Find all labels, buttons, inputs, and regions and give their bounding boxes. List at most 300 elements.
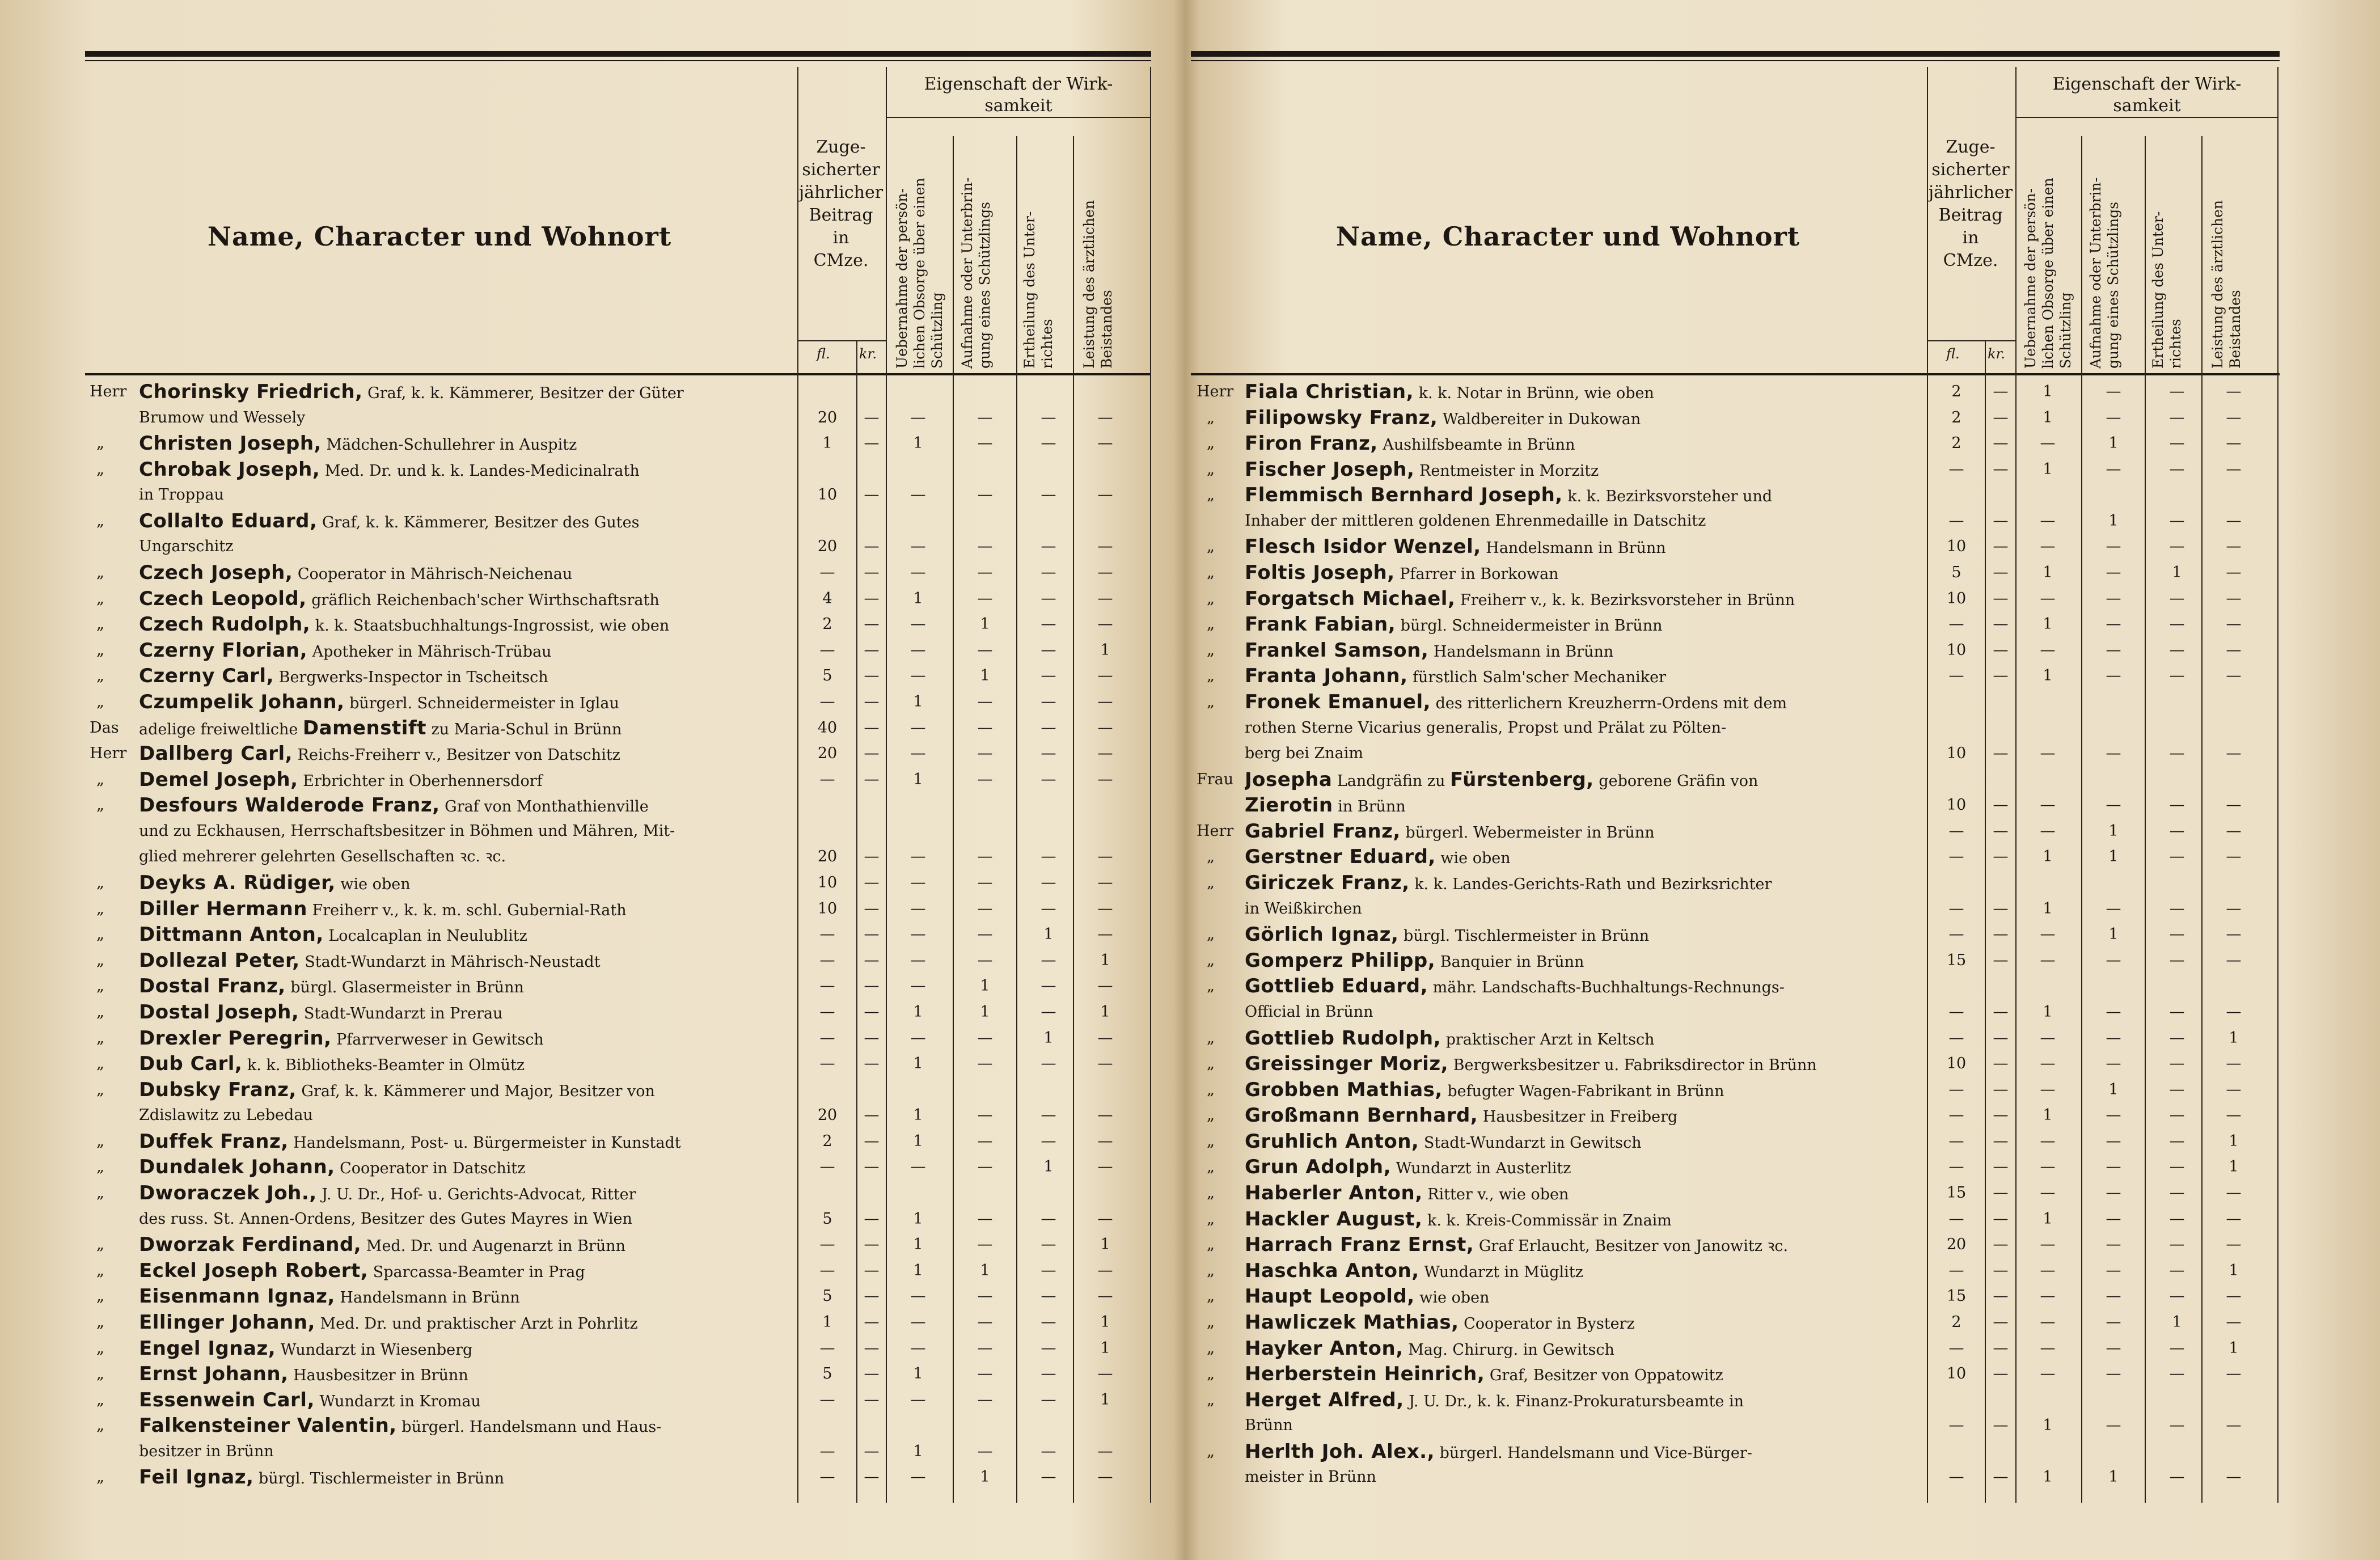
kr-label: kr. xyxy=(859,346,877,362)
eigenschaft-cell: — xyxy=(2226,796,2242,814)
top-rule xyxy=(1191,51,2280,57)
table-row xyxy=(1191,1207,2280,1231)
entry-text xyxy=(1245,974,1922,1000)
eigenschaft-cell: — xyxy=(1097,1287,1113,1305)
eigenschaft-cell: — xyxy=(2226,848,2242,866)
eigenschaft-cell: — xyxy=(2226,899,2242,918)
eigenschaft-cell: 1 xyxy=(2172,1313,2182,1331)
table-row xyxy=(85,380,1151,404)
entry-description: k. k. Landes-Gerichts-Rath und Bezirksrichter xyxy=(1409,876,1772,894)
eigenschaft-cell: — xyxy=(910,718,926,737)
row-prefix: „ xyxy=(96,1261,104,1279)
fl-cell: — xyxy=(819,1261,835,1279)
entry-name: Giriczek Franz, xyxy=(1245,872,1410,895)
eigenschaft-cell: — xyxy=(2169,1261,2185,1279)
eigenschaft-cell: — xyxy=(1097,486,1113,504)
eigenschaft-cell: 1 xyxy=(2172,564,2182,582)
eigenschaft-cell: — xyxy=(2106,796,2121,814)
entry-name: Chorinsky Friedrich, xyxy=(139,381,363,403)
entry-description: Handelsmann, Post- u. Bürgermeister in Kunstadt xyxy=(288,1134,681,1152)
kr-cell: — xyxy=(1993,1417,2009,1435)
entry-description: Stadt-Wundarzt in Prerau xyxy=(299,1004,503,1022)
eigenschaft-cell: — xyxy=(2169,667,2185,685)
fl-cell: — xyxy=(819,1055,835,1073)
eigenschaft-cell: — xyxy=(910,1313,926,1331)
fl-cell: — xyxy=(819,1003,835,1021)
column-header-eigenschaft xyxy=(886,74,1151,118)
eigenschaft-cell: — xyxy=(2040,822,2056,840)
eigenschaft-cell: — xyxy=(2040,925,2056,944)
eigenschaft-cell: — xyxy=(2106,1029,2121,1047)
eigenschaft-cell: — xyxy=(2226,641,2242,659)
fl-cell: — xyxy=(1948,667,1964,685)
entry-name: Grobben Mathias, xyxy=(1245,1078,1443,1101)
entry-description: Wundarzt in Wiesenberg xyxy=(276,1341,473,1359)
entry-name: Dittmann Anton, xyxy=(139,923,324,946)
entry-name: Deyks A. Rüdiger, xyxy=(139,872,336,895)
entry-text xyxy=(139,639,791,664)
kr-cell: — xyxy=(864,1365,880,1383)
table-row xyxy=(85,1465,1151,1489)
entry-text xyxy=(139,1337,791,1362)
row-prefix: „ xyxy=(1207,1442,1215,1460)
kr-cell: — xyxy=(1993,1132,2009,1150)
row-prefix: „ xyxy=(1207,1287,1215,1305)
eigenschaft-cell: — xyxy=(2040,1055,2056,1073)
eigenschaft-cell: — xyxy=(1041,874,1056,892)
eigenschaft-cell: — xyxy=(910,538,926,556)
entry-name: Chrobak Joseph, xyxy=(139,458,320,481)
eigenschaft-cell: 1 xyxy=(1100,1003,1110,1021)
table-row xyxy=(1191,1284,2280,1308)
eigenschaft-cell: — xyxy=(2169,511,2185,530)
eigenschaft-cell: — xyxy=(1097,1468,1113,1486)
entry-text xyxy=(1245,742,1922,766)
eigenschaft-cell: — xyxy=(1041,1468,1056,1486)
entry-name: Dostal Joseph, xyxy=(139,1000,299,1024)
eigenschaft-cell: — xyxy=(2040,1080,2056,1098)
eigenschaft-cell: 1 xyxy=(980,1468,990,1486)
eigenschaft-cell: 1 xyxy=(2043,564,2053,582)
fl-cell: 10 xyxy=(1946,538,1967,556)
table-row xyxy=(85,768,1151,792)
eigenschaft-cell: 1 xyxy=(2108,434,2119,453)
fl-kr-rule xyxy=(797,340,886,341)
eigenschaft-cell: — xyxy=(2106,1184,2121,1202)
eigenschaft-cell: 1 xyxy=(2043,460,2053,478)
entry-text xyxy=(1245,639,1922,664)
row-prefix: Herr xyxy=(1197,822,1234,840)
eigenschaft-cell: — xyxy=(977,1210,993,1228)
eigenschaft-cell: — xyxy=(1097,925,1113,944)
table-row xyxy=(1191,1337,2280,1360)
entry-name: Gerstner Eduard, xyxy=(1245,845,1436,869)
eigenschaft-cell: — xyxy=(2106,615,2121,633)
table-row xyxy=(85,923,1151,946)
fl-cell: — xyxy=(819,977,835,995)
eigenschaft-cell: — xyxy=(1097,1210,1113,1228)
entry-text xyxy=(1245,949,1922,974)
eigenschaft-cell: 1 xyxy=(2043,1417,2053,1435)
eigenschaft-cell: 1 xyxy=(1043,925,1054,944)
column-header-aufnahme: Aufnahme oder Unterbrin- gung eines Schützlings xyxy=(959,177,993,369)
kr-cell: — xyxy=(864,1236,880,1254)
entry-name: Hawliczek Mathias, xyxy=(1245,1310,1459,1334)
kr-cell: — xyxy=(864,770,880,788)
kr-cell: — xyxy=(1993,1106,2009,1124)
row-prefix: „ xyxy=(96,770,104,788)
eigenschaft-cell: — xyxy=(2169,1003,2185,1021)
row-prefix: „ xyxy=(96,589,104,607)
entry-text xyxy=(139,1104,791,1127)
entry-description: Aushilfsbeamte in Brünn xyxy=(1377,436,1575,454)
entry-text xyxy=(1245,1388,1922,1414)
eigenschaft-cell: — xyxy=(977,1365,993,1383)
eigenschaft-cell: — xyxy=(2106,1236,2121,1254)
table-row xyxy=(85,561,1151,585)
eigenschaft-cell: — xyxy=(1097,434,1113,453)
entry-name: Frank Fabian, xyxy=(1245,613,1396,636)
entry-text xyxy=(139,561,791,586)
entry-name: Firon Franz, xyxy=(1245,432,1378,455)
table-row xyxy=(85,1414,1151,1438)
beitrag-line: CMze. xyxy=(813,251,869,270)
entry-description: Graf, Besitzer von Oppatowitz xyxy=(1485,1367,1723,1385)
eigenschaft-cell: — xyxy=(2169,1417,2185,1435)
entry-description: besitzer in Brünn xyxy=(139,1442,274,1460)
table-row xyxy=(85,1388,1151,1412)
beitrag-line: jährlicher xyxy=(798,183,883,202)
kr-cell: — xyxy=(864,1003,880,1021)
kr-cell: — xyxy=(864,408,880,426)
column-header-eigenschaft xyxy=(2015,74,2278,118)
kr-cell: — xyxy=(1993,1313,2009,1331)
eigenschaft-cell: 1 xyxy=(913,1365,923,1383)
entry-description: Wundarzt in Müglitz xyxy=(1419,1263,1583,1281)
table-row xyxy=(85,1000,1151,1024)
entry-description: Cooperator in Bysterz xyxy=(1459,1314,1635,1333)
eigenschaft-cell: 1 xyxy=(913,1003,923,1021)
row-prefix: „ xyxy=(1207,460,1215,478)
eigenschaft-cell: 1 xyxy=(913,1261,923,1279)
entry-text xyxy=(139,432,791,457)
entry-text xyxy=(139,1440,791,1464)
eigenschaft-cell: — xyxy=(2226,1287,2242,1305)
entry-text xyxy=(1245,1130,1922,1155)
eigenschaft-cell: — xyxy=(1097,667,1113,685)
table-row xyxy=(85,1259,1151,1283)
entry-text xyxy=(1245,1052,1922,1077)
entry-description: Mag. Chirurg. in Gewitsch xyxy=(1403,1341,1614,1359)
eigenschaft-cell: — xyxy=(2106,538,2121,556)
eigenschaft-cell: — xyxy=(2106,564,2121,582)
eigenschaft-cell: — xyxy=(1041,1313,1056,1331)
eigenschaft-cell: 1 xyxy=(1100,641,1110,659)
eigenschaft-cell: — xyxy=(2169,1158,2185,1176)
entry-description: Handelsmann in Brünn xyxy=(1428,642,1614,661)
entry-text xyxy=(139,768,791,793)
fl-cell: 20 xyxy=(817,408,838,426)
table-row xyxy=(1191,1078,2280,1102)
entry-name: Großmann Bernhard, xyxy=(1245,1104,1478,1127)
row-prefix: „ xyxy=(1207,408,1215,426)
eigenschaft-cell: 1 xyxy=(913,770,923,788)
entry-name: Fischer Joseph, xyxy=(1245,458,1415,481)
eigenschaft-cell: — xyxy=(2169,538,2185,556)
table-row xyxy=(85,612,1151,636)
entry-description: k. k. Bezirksvorsteher und xyxy=(1562,488,1773,506)
eigenschaft-cell: — xyxy=(2169,951,2185,969)
entry-description: berg bei Znaim xyxy=(1245,745,1363,763)
eigenschaft-cell: — xyxy=(2040,1287,2056,1305)
eigenschaft-cell: — xyxy=(977,770,993,788)
entry-text xyxy=(139,819,791,843)
entry-description: Erbrichter in Oberhennersdorf xyxy=(298,772,543,790)
eigenschaft-cell: — xyxy=(2226,1468,2242,1486)
entry-description: Wundarzt in Kromau xyxy=(314,1392,481,1410)
eigenschaft-cell: — xyxy=(910,1029,926,1047)
entry-text xyxy=(139,1284,791,1310)
row-prefix: „ xyxy=(1207,1184,1215,1202)
table-row xyxy=(85,509,1151,533)
entry-text xyxy=(1245,871,1922,897)
entry-description: Official in Brünn xyxy=(1245,1003,1373,1021)
eigenschaft-cell: 1 xyxy=(2043,408,2053,426)
eigenschaft-cell: — xyxy=(2106,745,2121,763)
eigenschaft-cell: — xyxy=(1097,589,1113,607)
eigenschaft-cell: — xyxy=(2040,1365,2056,1383)
kr-cell: — xyxy=(864,1029,880,1047)
kr-cell: — xyxy=(1993,1261,2009,1279)
eigenschaft-cell: — xyxy=(2226,1003,2242,1021)
row-prefix: „ xyxy=(1207,434,1215,453)
table-row xyxy=(1191,819,2280,843)
entry-text xyxy=(139,1052,791,1077)
eigenschaft-cell: — xyxy=(1041,1055,1056,1073)
row-prefix: „ xyxy=(96,1287,104,1305)
table-row xyxy=(1191,690,2280,714)
eigenschaft-cell: — xyxy=(910,1339,926,1357)
table-row xyxy=(85,1207,1151,1231)
eigenschaft-cell: — xyxy=(977,745,993,763)
entry-name: Dubsky Franz, xyxy=(139,1078,297,1101)
entry-name: Harrach Franz Ernst, xyxy=(1245,1233,1474,1257)
table-row xyxy=(1191,587,2280,611)
eigenschaft-cell: — xyxy=(2169,1106,2185,1124)
entry-description: rothen Sterne Vicarius generalis, Propst und Prälat zu Pölten- xyxy=(1245,718,1727,737)
fl-cell: — xyxy=(819,1236,835,1254)
eigenschaft-cell: — xyxy=(2106,1313,2121,1331)
row-prefix: „ xyxy=(96,951,104,969)
eigenschaft-cell: — xyxy=(977,1236,993,1254)
eigenschaft-cell: 1 xyxy=(913,434,923,453)
table-row xyxy=(85,1284,1151,1308)
table-row xyxy=(1191,845,2280,869)
eigenschaft-cell: — xyxy=(910,1287,926,1305)
eigenschaft-cell: — xyxy=(1041,951,1056,969)
table-row xyxy=(1191,561,2280,585)
beitrag-line: Zuge- xyxy=(1946,137,1996,157)
entry-name: Forgatsch Michael, xyxy=(1245,587,1456,610)
eigenschaft-cell: — xyxy=(1041,486,1056,504)
eigenschaft-cell: — xyxy=(1097,1365,1113,1383)
kr-cell: — xyxy=(1993,589,2009,607)
table-row xyxy=(85,742,1151,766)
eigenschaft-cell: — xyxy=(2226,538,2242,556)
eigenschaft-cell: — xyxy=(1097,1106,1113,1124)
fl-cell: — xyxy=(819,925,835,944)
eigenschaft-cell: — xyxy=(1097,1055,1113,1073)
eigenschaft-cell: — xyxy=(2106,1417,2121,1435)
entry-text xyxy=(139,1362,791,1388)
entry-name: Zierotin xyxy=(1245,794,1333,817)
entry-text xyxy=(1245,1078,1922,1104)
eigenschaft-cell: — xyxy=(2226,1184,2242,1202)
entry-text xyxy=(1245,1337,1922,1362)
eigenschaft-cell: — xyxy=(2226,511,2242,530)
eigenschaft-cell: — xyxy=(977,564,993,582)
fl-label: fl. xyxy=(1946,346,1960,362)
table-row xyxy=(85,1337,1151,1360)
entry-text xyxy=(1245,1310,1922,1336)
eigenschaft-cell: — xyxy=(2226,1080,2242,1098)
eigenschaft-cell: — xyxy=(1097,1261,1113,1279)
row-prefix: „ xyxy=(1207,692,1215,711)
kr-cell: — xyxy=(864,925,880,944)
entry-text xyxy=(1245,406,1922,432)
entry-text xyxy=(139,793,791,819)
eigenschaft-cell: — xyxy=(1041,667,1056,685)
entry-text xyxy=(139,1310,791,1336)
row-prefix: „ xyxy=(1207,1055,1215,1073)
table-row xyxy=(1191,974,2280,998)
eigenschaft-cell: — xyxy=(1041,745,1056,763)
entry-name: Czerny Carl, xyxy=(139,665,274,688)
eigenschaft-cell: 1 xyxy=(2108,1080,2119,1098)
eigenschaft-cell: 1 xyxy=(2043,1468,2053,1486)
row-prefix: „ xyxy=(96,511,104,530)
entry-description: adelige freiweltliche Damenstift zu Maria-Schul in Brünn xyxy=(139,716,622,739)
entry-description: J. U. Dr., Hof- u. Gerichts-Advocat, Ritter xyxy=(316,1186,636,1204)
eigenschaft-cell: 1 xyxy=(980,615,990,633)
kr-cell: — xyxy=(864,1261,880,1279)
entry-text xyxy=(1245,1026,1922,1052)
eigenschaft-cell: — xyxy=(1041,1106,1056,1124)
entry-name: Gruhlich Anton, xyxy=(1245,1130,1419,1153)
entry-name: Dallberg Carl, xyxy=(139,742,293,766)
entry-description: Graf, k. k. Kämmerer, Besitzer der Güter xyxy=(362,384,684,402)
fl-cell: — xyxy=(1948,925,1964,944)
fl-cell: — xyxy=(819,770,835,788)
eigenschaft-cell: — xyxy=(910,874,926,892)
kr-cell: — xyxy=(864,899,880,918)
fl-cell: — xyxy=(1948,1417,1964,1435)
kr-cell: — xyxy=(864,718,880,737)
entry-name: Herberstein Heinrich, xyxy=(1245,1363,1485,1386)
entry-text xyxy=(1245,716,1922,740)
fl-cell: 5 xyxy=(822,1365,832,1383)
kr-cell: — xyxy=(864,977,880,995)
eigenschaft-cell: 1 xyxy=(1100,1339,1110,1357)
row-prefix: „ xyxy=(1207,641,1215,659)
row-prefix: „ xyxy=(96,1236,104,1254)
entry-name: Ernst Johann, xyxy=(139,1363,289,1386)
table-row xyxy=(1191,406,2280,430)
kr-cell: — xyxy=(1993,925,2009,944)
row-prefix: Frau xyxy=(1197,770,1234,788)
eigenschaft-cell: — xyxy=(2169,1236,2185,1254)
kr-cell: — xyxy=(864,1468,880,1486)
fl-cell: — xyxy=(819,1390,835,1409)
eigenschaft-cell: — xyxy=(2106,899,2121,918)
entry-description: Sparcassa-Beamter in Prag xyxy=(368,1263,585,1281)
beitrag-line: Zuge- xyxy=(816,137,866,157)
entry-description: Apotheker in Mährisch-Trübau xyxy=(307,642,552,661)
column-header-unterricht: Ertheilung des Unter- richtes xyxy=(2150,211,2184,369)
kr-cell: — xyxy=(1993,1287,2009,1305)
eigenschaft-cell: — xyxy=(2169,615,2185,633)
entry-text xyxy=(139,380,791,405)
row-prefix: „ xyxy=(96,977,104,995)
entry-name: Dub Carl, xyxy=(139,1052,243,1076)
eigenschaft-cell: — xyxy=(1097,1029,1113,1047)
eigenschaft-cell: — xyxy=(2226,1417,2242,1435)
eigenschaft-cell: — xyxy=(2106,1055,2121,1073)
eigenschaft-cell: — xyxy=(1097,1442,1113,1460)
row-prefix: „ xyxy=(96,796,104,814)
entry-name: Fronek Emanuel, xyxy=(1245,690,1431,713)
kr-cell: — xyxy=(864,951,880,969)
entry-text xyxy=(139,897,791,923)
table-row xyxy=(1191,742,2280,766)
entry-description: bürgl. Tischlermeister in Brünn xyxy=(253,1470,505,1488)
entry-name: Gottlieb Eduard, xyxy=(1245,975,1428,998)
entry-text xyxy=(1245,483,1922,509)
eigenschaft-cell: — xyxy=(1041,977,1056,995)
fl-cell: — xyxy=(819,951,835,969)
fl-cell: 2 xyxy=(1951,1313,1962,1331)
entry-name: Josepha xyxy=(1245,768,1333,791)
entry-name: Czech Leopold, xyxy=(139,587,307,610)
eigenschaft-cell: 1 xyxy=(2229,1029,2239,1047)
table-row xyxy=(85,483,1151,507)
entry-name: Dundalek Johann, xyxy=(139,1156,335,1179)
entry-text xyxy=(1245,1465,1922,1489)
entry-description: Stadt-Wundarzt in Gewitsch xyxy=(1419,1134,1642,1152)
kr-cell: — xyxy=(864,1442,880,1460)
eigenschaft-cell: — xyxy=(977,951,993,969)
table-row xyxy=(1191,664,2280,688)
row-prefix: „ xyxy=(1207,486,1215,504)
eigenschaft-cell: — xyxy=(1097,615,1113,633)
entry-text xyxy=(1245,1284,1922,1310)
entry-description: Graf von Monthathienville xyxy=(439,798,649,816)
row-prefix: „ xyxy=(96,692,104,711)
fl-cell: — xyxy=(1948,615,1964,633)
eigenschaft-cell: — xyxy=(2226,822,2242,840)
eigenschaft-cell: 1 xyxy=(2043,1106,2053,1124)
kr-cell: — xyxy=(1993,1468,2009,1486)
eigenschaft-cell: — xyxy=(2106,1339,2121,1357)
eigenschaft-cell: — xyxy=(977,589,993,607)
entry-text xyxy=(139,612,791,638)
eigenschaft-cell: — xyxy=(2040,951,2056,969)
eigenschaft-cell: — xyxy=(1041,641,1056,659)
entry-name: Fiala Christian, xyxy=(1245,381,1414,403)
entry-description: Hausbesitzer in Freiberg xyxy=(1478,1108,1678,1126)
entry-description: Ungarschitz xyxy=(139,538,234,556)
fl-cell: — xyxy=(1948,511,1964,530)
